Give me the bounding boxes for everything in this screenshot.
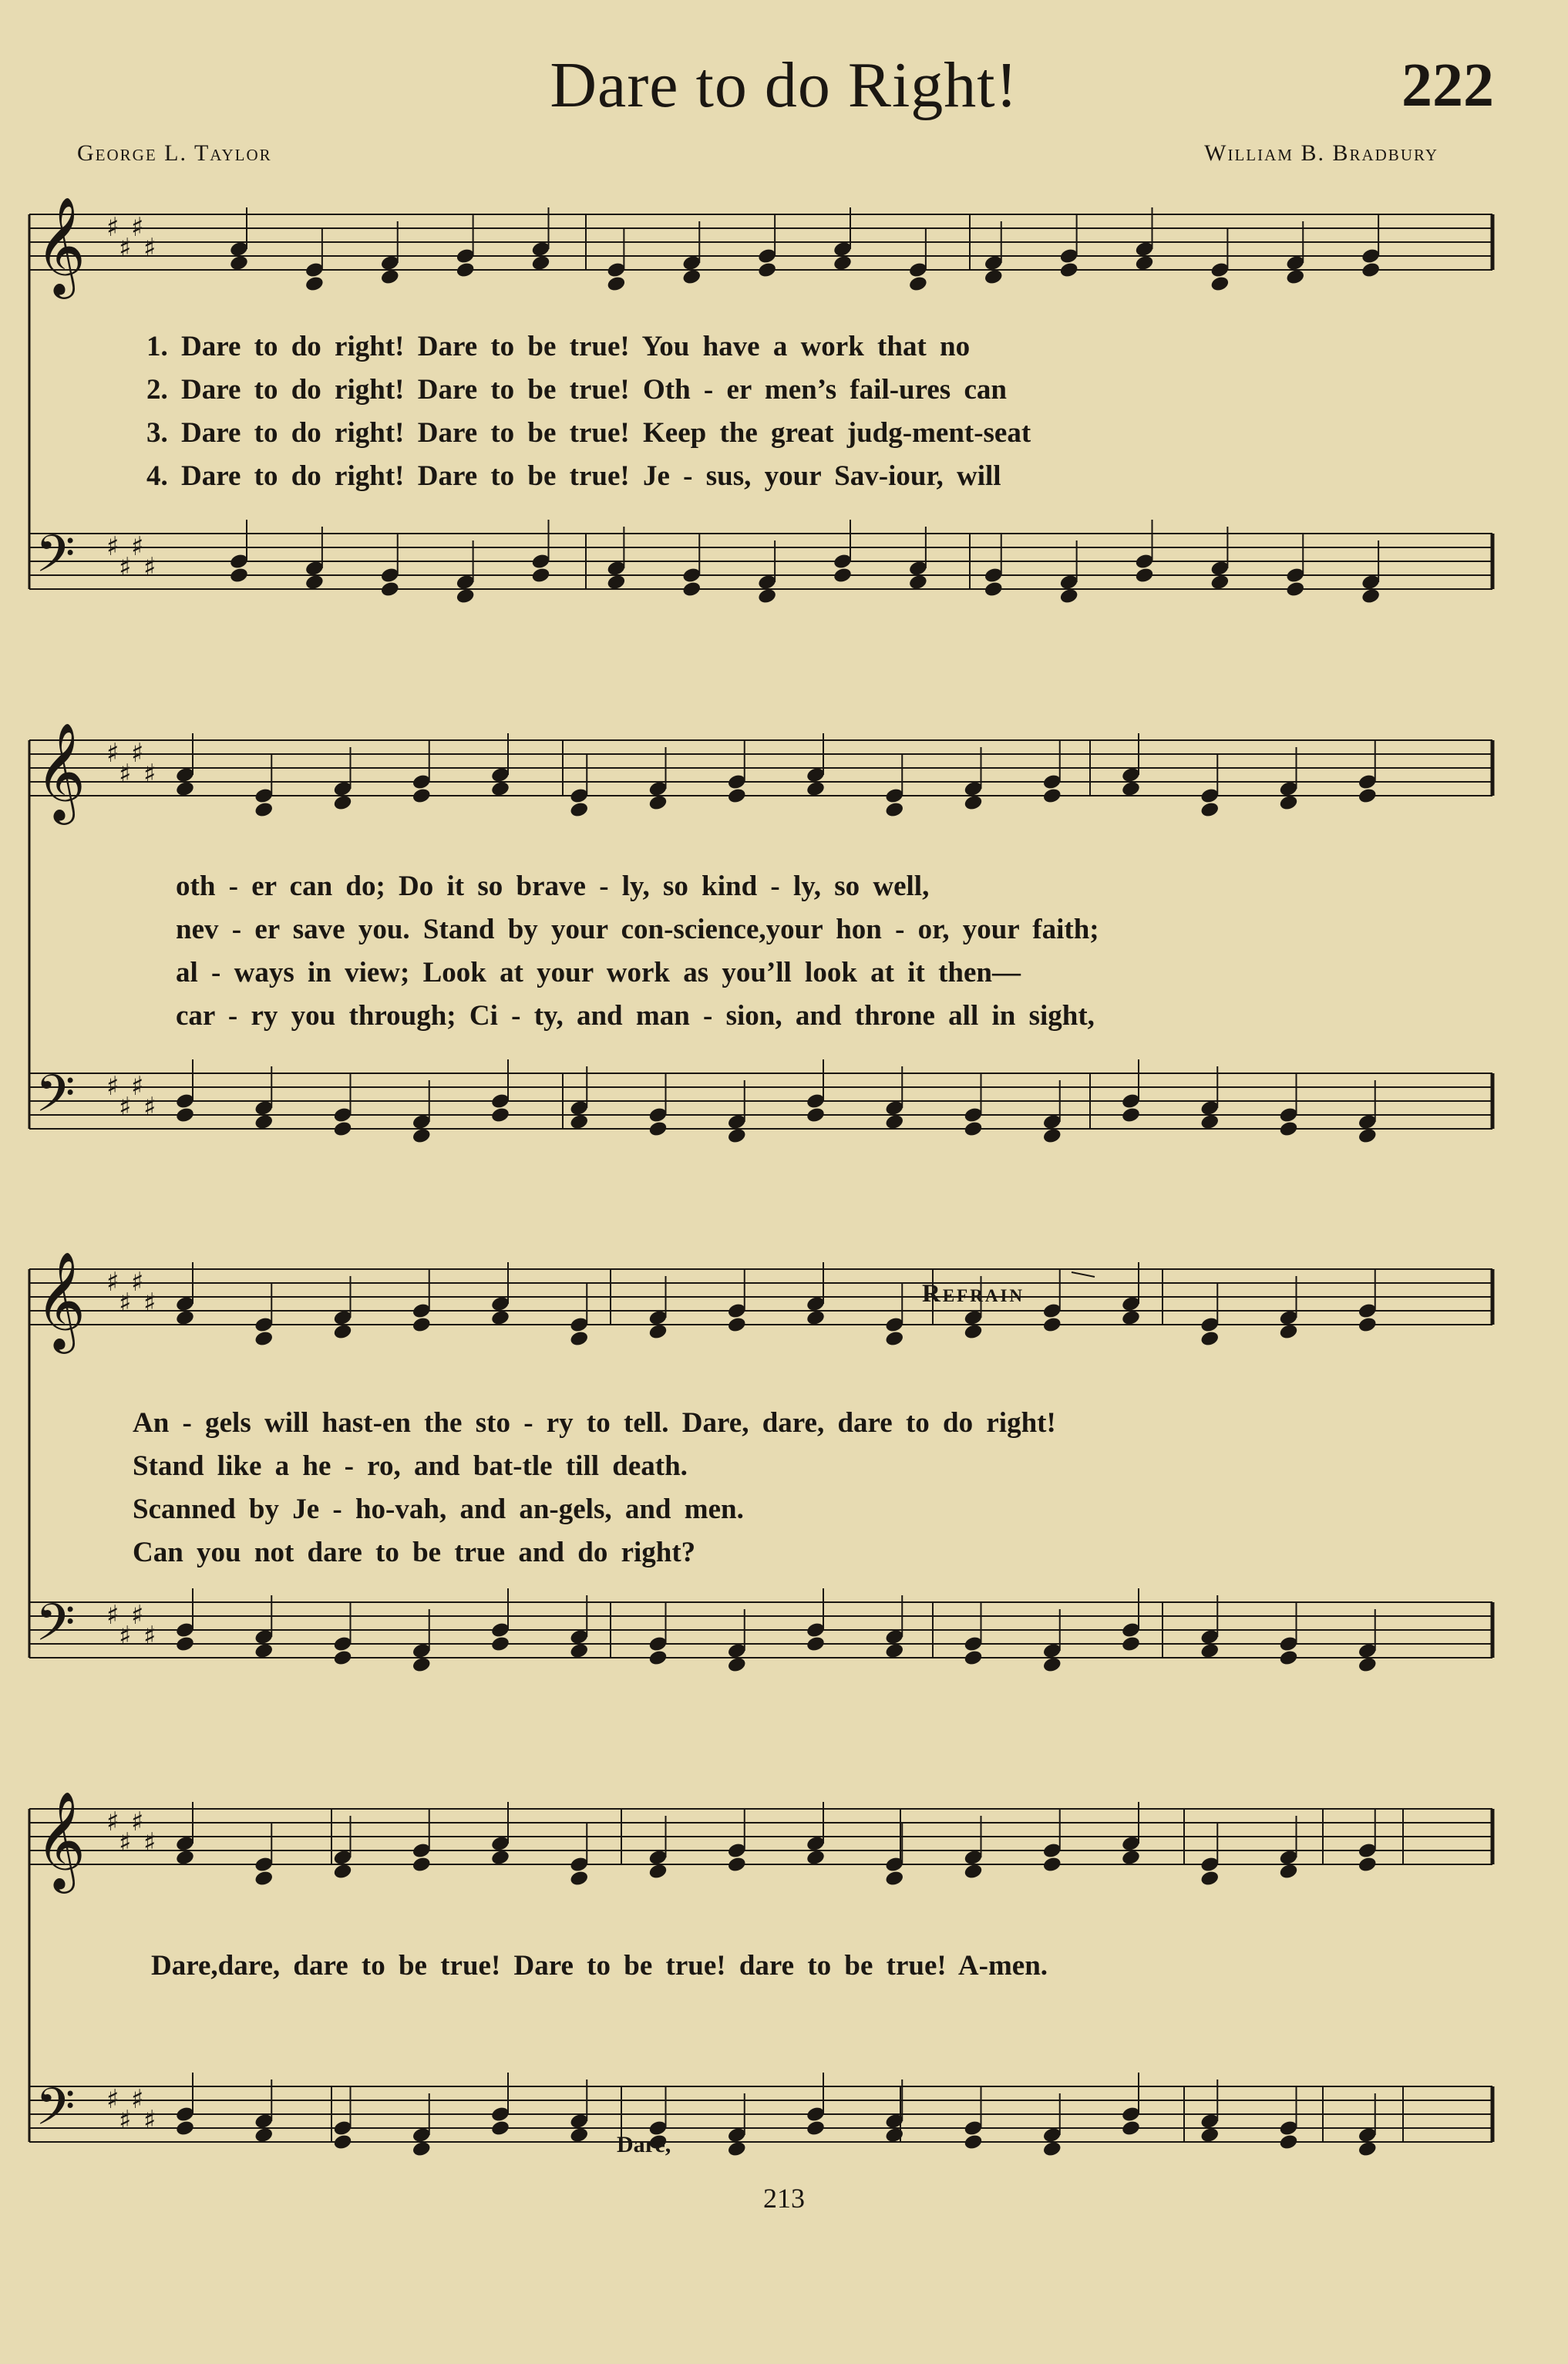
svg-text:𝄞: 𝄞 xyxy=(35,722,86,820)
svg-text:♯: ♯ xyxy=(131,1071,144,1102)
svg-text:♯: ♯ xyxy=(119,2105,132,2136)
svg-text:𝄢: 𝄢 xyxy=(35,1064,76,1136)
svg-text:♯: ♯ xyxy=(119,1288,132,1318)
svg-text:♯: ♯ xyxy=(143,1621,156,1652)
svg-text:♯: ♯ xyxy=(119,759,132,790)
svg-text:♯: ♯ xyxy=(119,233,132,264)
author-credit: George L. Taylor xyxy=(77,140,272,166)
lyric-verse-4-line-1: 4. Dare to do right! Dare to be true! Je - sus, your Sav-iour, will xyxy=(146,460,1001,492)
svg-text:♯: ♯ xyxy=(143,759,156,790)
lyric-verse-2-line-1: 2. Dare to do right! Dare to be true! Oth - er men’s fail-ures can xyxy=(146,374,1007,406)
svg-text:𝄢: 𝄢 xyxy=(35,524,76,596)
svg-text:♯: ♯ xyxy=(106,2084,119,2115)
svg-text:♯: ♯ xyxy=(119,1621,132,1652)
lyric-verse-1-line-1: 1. Dare to do right! Dare to be true! You have a work that no xyxy=(146,331,971,362)
lyric-verse-3-line-2: al - ways in view; Look at your work as you’ll look at it then— xyxy=(176,957,1021,988)
lyric-verse-2-line-2: nev - er save you. Stand by your con-science,your hon - or, your faith; xyxy=(176,914,1099,945)
svg-text:♯: ♯ xyxy=(131,1600,144,1631)
lyric-verse-1-line-2: oth - er can do; Do it so brave - ly, so kind - ly, so well, xyxy=(176,871,930,902)
lyric-verse-1-line-3: An - gels will hast-en the sto - ry to tell. Dare, dare, dare to do right! xyxy=(133,1407,1056,1439)
refrain-label: Refrain xyxy=(922,1280,1025,1308)
svg-text:♯: ♯ xyxy=(143,1092,156,1123)
svg-text:♯: ♯ xyxy=(143,552,156,583)
lyric-verse-4-line-2: car - ry you through; Ci - ty, and man - sion, and throne all in sight, xyxy=(176,1000,1095,1032)
svg-text:♯: ♯ xyxy=(106,531,119,562)
svg-text:♯: ♯ xyxy=(131,212,144,243)
page-number: 213 xyxy=(763,2183,805,2214)
lyric-verse-3-line-1: 3. Dare to do right! Dare to be true! Keep the great judg-ment-seat xyxy=(146,417,1031,449)
lyric-verse-4-line-3: Can you not dare to be true and do right? xyxy=(133,1537,696,1568)
lyric-verse-3-line-3: Scanned by Je - ho-vah, and an-gels, and men. xyxy=(133,1493,744,1525)
svg-text:♯: ♯ xyxy=(131,531,144,562)
svg-text:♯: ♯ xyxy=(119,1827,132,1858)
svg-text:♯: ♯ xyxy=(119,1092,132,1123)
svg-text:𝄞: 𝄞 xyxy=(35,1251,86,1349)
svg-text:♯: ♯ xyxy=(119,552,132,583)
svg-text:𝄢: 𝄢 xyxy=(35,2077,76,2149)
svg-text:♯: ♯ xyxy=(106,738,119,769)
svg-text:♯: ♯ xyxy=(106,1807,119,1837)
hymn-number: 222 xyxy=(1401,52,1494,120)
svg-text:♯: ♯ xyxy=(131,738,144,769)
svg-text:𝄞: 𝄞 xyxy=(35,196,86,295)
svg-text:♯: ♯ xyxy=(106,1267,119,1298)
svg-text:♯: ♯ xyxy=(143,1288,156,1318)
svg-text:♯: ♯ xyxy=(131,2084,144,2115)
svg-text:𝄢: 𝄢 xyxy=(35,1593,76,1665)
composer-credit: William B. Bradbury xyxy=(1204,140,1438,166)
lyric-refrain-ending: Dare,dare, dare to be true! Dare to be true! dare to be true! A-men. xyxy=(151,1950,1048,1982)
bass-lyric-dare: Dare, xyxy=(617,2132,671,2157)
svg-text:♯: ♯ xyxy=(143,2105,156,2136)
hymn-title: Dare to do Right! xyxy=(550,49,1018,121)
svg-text:𝄞: 𝄞 xyxy=(35,1790,86,1889)
svg-text:♯: ♯ xyxy=(106,1071,119,1102)
lyric-verse-2-line-3: Stand like a he - ro, and bat-tle till death. xyxy=(133,1450,688,1482)
svg-text:♯: ♯ xyxy=(131,1807,144,1837)
svg-text:♯: ♯ xyxy=(143,1827,156,1858)
svg-text:♯: ♯ xyxy=(106,1600,119,1631)
svg-text:♯: ♯ xyxy=(106,212,119,243)
svg-text:♯: ♯ xyxy=(143,233,156,264)
svg-text:♯: ♯ xyxy=(131,1267,144,1298)
